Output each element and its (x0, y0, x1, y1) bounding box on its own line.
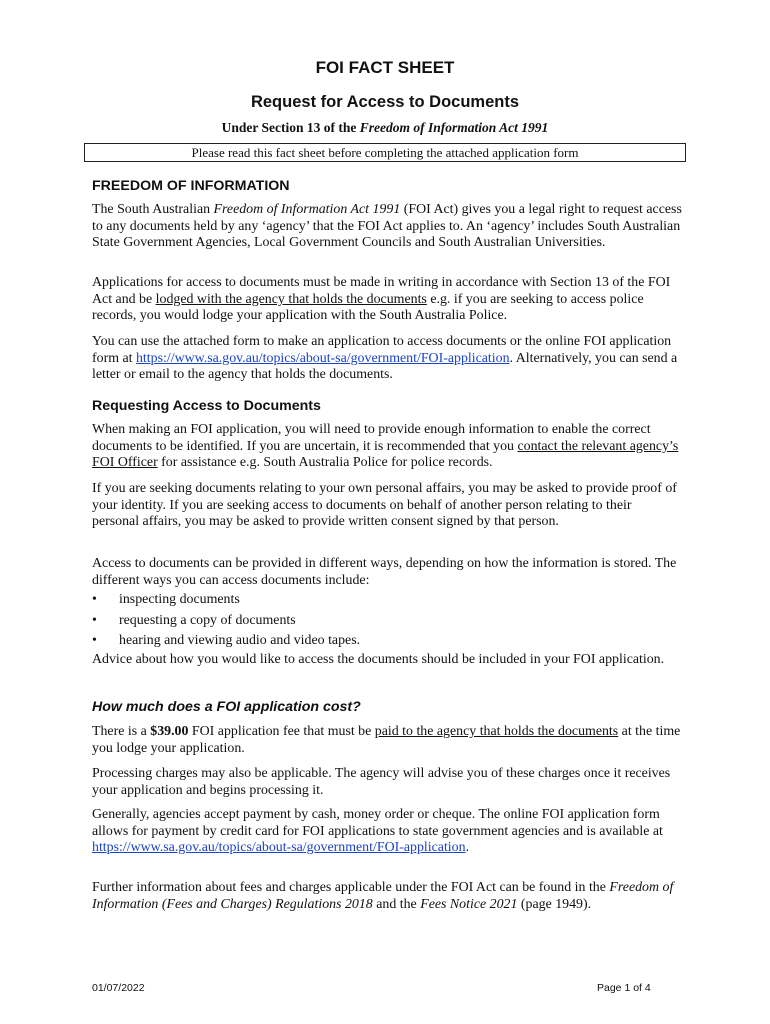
list-item: • requesting a copy of documents (92, 611, 682, 632)
bullet-icon: • (92, 633, 97, 648)
legislation-prefix: Under Section 13 of the (221, 120, 360, 135)
foi-application-link[interactable]: https://www.sa.gov.au/topics/about-sa/government/FOI-application (92, 840, 466, 856)
underlined-text: lodged with the agency that holds the documents (155, 291, 427, 307)
underlined-text: contact the relevant agency’s FOI Officer (92, 438, 679, 471)
section-requesting-access (92, 398, 682, 414)
section-heading: How much does a FOI application cost? (92, 699, 361, 715)
paragraph: Advice about how you would like to access the documents should be included in your FOI application. (92, 652, 665, 667)
section-freedom-of-information (92, 178, 682, 194)
paragraph: The South Australian Freedom of Information Act 1991 (FOI Act) gives you a legal right to request access to any documents held by any ‘agency’ that the FOI Act applies to. An ‘agency’ includes South Australian State Government Agencies, Local Government Councils and South Australian Universities. (92, 202, 682, 251)
section-heading: FREEDOM OF INFORMATION (92, 178, 290, 194)
notice-box: Please read this fact sheet before completing the attached application form (84, 143, 686, 162)
legislation-reference (0, 120, 770, 136)
section-application-cost (92, 699, 682, 715)
paragraph: Processing charges may also be applicable. The agency will advise you of these charges once it receives your application and begins processing it. (92, 766, 671, 798)
page-title: FOI FACT SHEET (315, 58, 455, 77)
access-methods-list (92, 590, 682, 652)
paragraph: There is a $39.00 FOI application fee that must be paid to the agency that holds the documents at the time you lodge your application. (92, 724, 681, 756)
underlined-text: paid to the agency that holds the documents (374, 724, 619, 739)
list-item: • hearing and viewing audio and video tapes. (92, 631, 682, 652)
section-heading: Requesting Access to Documents (92, 398, 321, 414)
page-subtitle: Request for Access to Documents (250, 93, 520, 111)
paragraph: Further information about fees and charges applicable under the FOI Act can be found in the Freedom of Information (Fees and Charges) Regulations 2018 and the Fees Notice 2021 (page 1949). (92, 880, 674, 912)
foi-application-link[interactable]: https://www.sa.gov.au/topics/about-sa/government/FOI-application (135, 350, 510, 366)
paragraph: Applications for access to documents must be made in writing in accordance with Section 13 of the FOI Act and be lodged with the agency that holds the documents e.g. if you are seeking to access police records, you would lodge your application with the South Australia Police. (92, 275, 671, 324)
paragraph: Access to documents can be provided in different ways, depending on how the information is stored. The different ways you can access documents include: (92, 556, 677, 588)
legislation-act: Freedom of Information Act 1991 (359, 120, 549, 135)
footer-page-number: Page 1 of 4 (597, 982, 651, 994)
footer-date: 01/07/2022 (92, 982, 145, 994)
fee-amount: $39.00 (150, 724, 189, 739)
paragraph: If you are seeking documents relating to your own personal affairs, you may be asked to provide proof of your identity. If you are seeking access to documents on behalf of another person relating to their personal affairs, you may be asked to provide written consent signed by that person. (92, 481, 677, 530)
bullet-icon: • (92, 592, 97, 607)
paragraph: When making an FOI application, you will need to provide enough information to enable the correct documents to be identified. If you are uncertain, it is recommended that you contact the relevant agency’s FOI Officer for assistance e.g. South Australia Police for police records. (92, 422, 679, 471)
list-item: • inspecting documents (92, 590, 682, 611)
paragraph: Generally, agencies accept payment by cash, money order or cheque. The online FOI application form allows for payment by credit card for FOI applications to state government agencies and is available at https://www.sa.gov.au/topics/about-sa/government/FOI-application. (92, 807, 663, 856)
paragraph: You can use the attached form to make an application to access documents or the online FOI application form at https://www.sa.gov.au/topics/about-sa/government/FOI-application. Alternatively, you can send a letter or email to the agency that holds the documents. (92, 334, 678, 383)
bullet-icon: • (92, 612, 97, 628)
